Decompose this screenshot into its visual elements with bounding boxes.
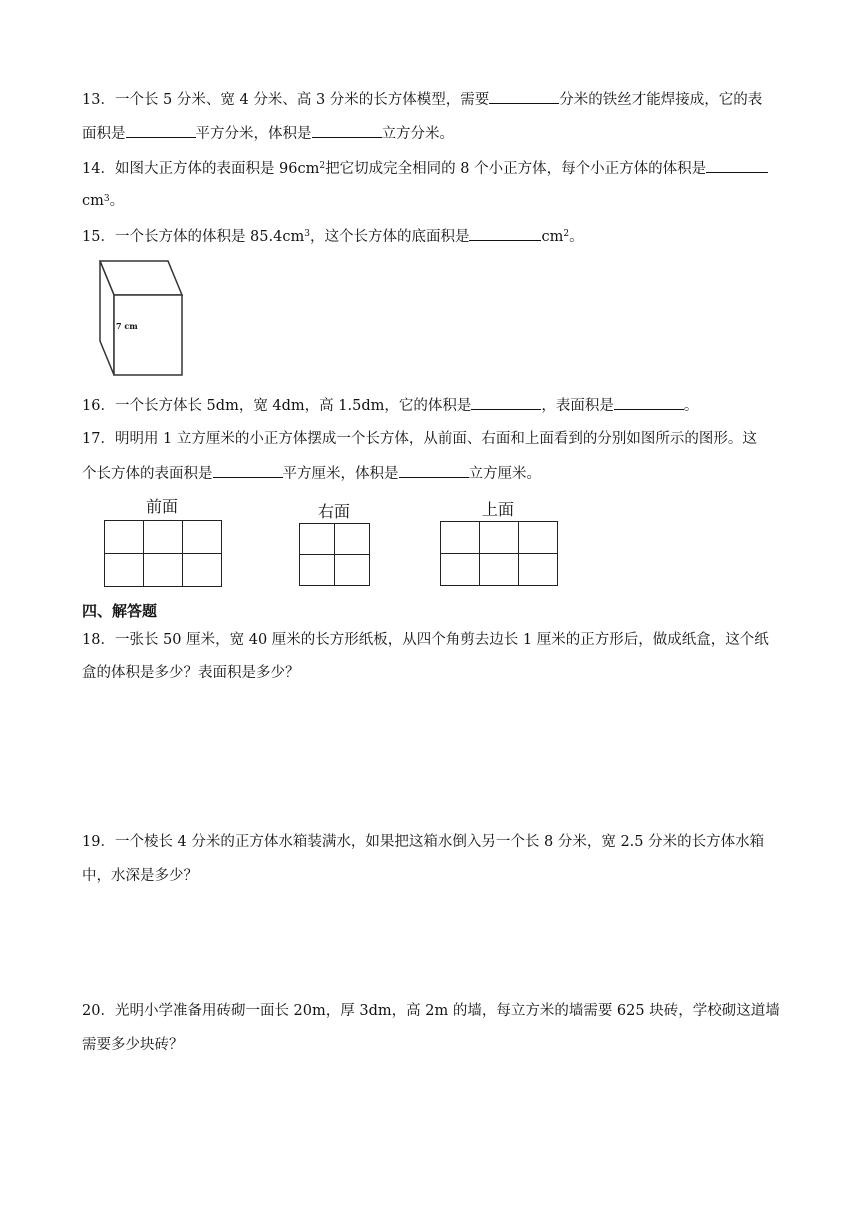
- q14-text-d: 。: [109, 193, 125, 209]
- q16-text-b: ，表面积是: [541, 398, 614, 414]
- q17-line2: [82, 463, 541, 484]
- q16-blank-area: [614, 395, 684, 410]
- q17-blank-volume: [399, 463, 469, 478]
- q20-line2: 需要多少块砖？: [82, 1037, 184, 1053]
- q13-blank-area: [126, 123, 196, 138]
- q14-sup-a: 2: [319, 161, 326, 171]
- q14-text-a: 14．如图大正方体的表面积是 96cm: [82, 161, 320, 177]
- view-grid-front: [104, 520, 222, 587]
- q13-text-a: 13．一个长 5 分米、宽 4 分米、高 3 分米的长方体模型，需要: [82, 92, 490, 108]
- view-grid-top: [440, 521, 558, 586]
- view-label-front: 前面: [145, 497, 178, 516]
- q15-sup-b: 2: [563, 229, 570, 239]
- q15-text-c: cm: [541, 229, 564, 245]
- view-label-top: 上面: [481, 500, 514, 519]
- q16-blank-volume: [471, 395, 541, 410]
- q17-blank-area: [213, 463, 283, 478]
- q19-line2: 中，水深是多少？: [82, 868, 198, 884]
- q15-text-a: 15．一个长方体的体积是 85.4cm: [82, 229, 305, 245]
- q15-text-b: ，这个长方体的底面积是: [309, 229, 470, 245]
- q16-text-c: 。: [683, 398, 699, 414]
- q17-text-c: 立方厘米。: [468, 466, 541, 482]
- q14-sup-b: 3: [103, 194, 110, 204]
- q15-line: [82, 226, 584, 247]
- q18-line1: 18．一张长 50 厘米，宽 40 厘米的长方形纸板，从四个角剪去边长 1 厘米的正方形后，做成纸盒，这个纸: [82, 632, 769, 648]
- q14-line2: [82, 191, 124, 211]
- q15-blank-base-area: [469, 226, 541, 241]
- view-grid-right: [299, 523, 370, 586]
- q14-text-c: cm: [82, 193, 104, 209]
- q13-line1: [82, 89, 762, 110]
- q14-line1: [82, 158, 768, 179]
- q13-blank-volume: [312, 123, 382, 138]
- q16-text-a: 16．一个长方体长 5dm，宽 4dm，高 1.5dm，它的体积是: [82, 398, 472, 414]
- q15-cuboid-figure: [96, 257, 188, 381]
- section-title: 四、解答题: [82, 602, 158, 620]
- q16-line: [82, 395, 698, 416]
- q15-text-d: 。: [569, 229, 584, 245]
- q13-text-e: 立方分米。: [381, 126, 454, 142]
- q18-line2: 盒的体积是多少？表面积是多少？: [82, 665, 300, 681]
- view-label-right: 右面: [317, 502, 350, 521]
- q13-text-d: 平方分米，体积是: [195, 126, 312, 142]
- cuboid-front-face: [114, 295, 182, 375]
- q17-text-b: 平方厘米，体积是: [282, 466, 399, 482]
- q14-blank-volume: [706, 158, 768, 173]
- q14-text-b: 把它切成完全相同的 8 个小正方体，每个小正方体的体积是: [325, 161, 707, 177]
- q13-text-c: 面积是: [82, 126, 126, 142]
- q17-text-a: 个长方体的表面积是: [82, 466, 213, 482]
- q20-line1: 20．光明小学准备用砖砌一面长 20m，厚 3dm，高 2m 的墙，每立方米的墙需要 625 块砖，学校砌这道墙: [82, 1003, 780, 1019]
- q17-line1: 17．明明用 1 立方厘米的小正方体摆成一个长方体，从前面、右面和上面看到的分别如图所示的图形。这: [82, 431, 757, 447]
- q19-line1: 19．一个棱长 4 分米的正方体水箱装满水，如果把这箱水倒入另一个长 8 分米，宽 2.5 分米的长方体水箱: [82, 834, 765, 850]
- q13-line2: [82, 123, 454, 144]
- q15-sup-a: 3: [304, 229, 310, 239]
- cuboid-height-label: 7 cm: [116, 321, 138, 331]
- q13-text-b: 分米的铁丝才能焊接成，它的表: [559, 92, 763, 108]
- q13-blank-wire: [489, 89, 559, 104]
